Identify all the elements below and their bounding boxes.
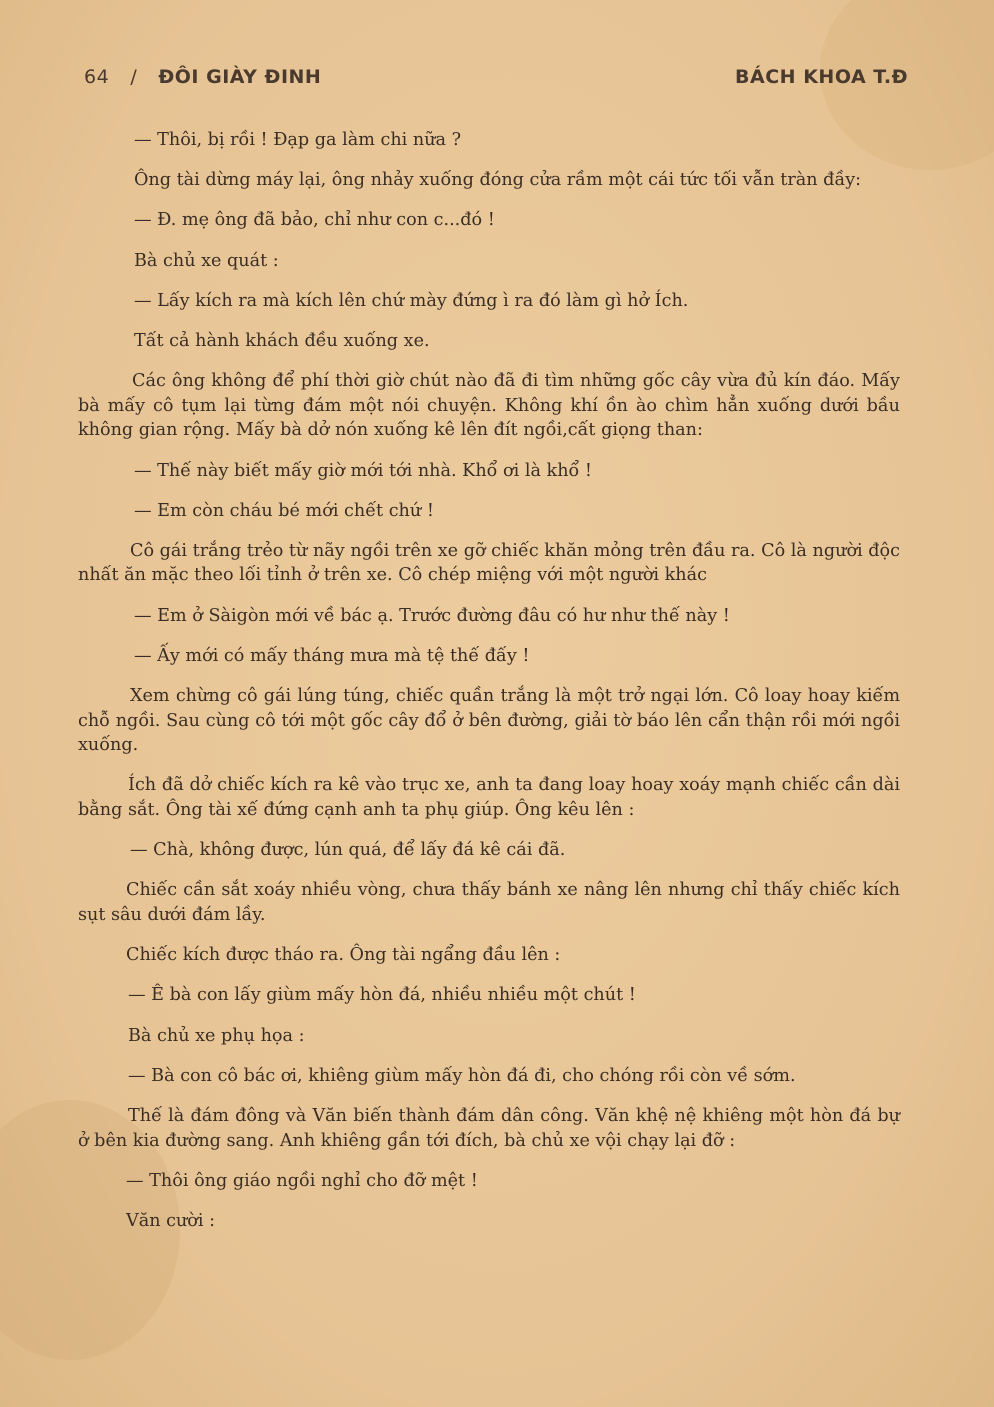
article-body (78, 128, 900, 1233)
paragraph: — Chà, không được, lún quá, để lấy đá kê cái đã. (130, 840, 566, 861)
paragraph: — Ê bà con lấy giùm mấy hòn đá, nhiều nhiều một chút ! (128, 985, 636, 1006)
page-number: 64 (84, 66, 110, 88)
story-title: ĐÔI GIÀY ĐINH (158, 66, 322, 88)
paragraph: Chiếc cần sắt xoáy nhiều vòng, chưa thấy bánh xe nâng lên nhưng chỉ thấy chiếc kích sụt sâu dưới đám lầy. (78, 880, 900, 925)
header-separator: / (130, 66, 138, 88)
header-left (84, 66, 321, 88)
paragraph: Thế là đám đông và Văn biến thành đám dân công. Văn khệ nệ khiêng một hòn đá bự ở bên kia đường sang. Anh khiêng gần tới đích, bà chủ xe vội chạy lại đỡ : (78, 1105, 900, 1151)
paragraph: — Em ở Sàigòn mới về bác ạ. Trước đường đâu có hư như thế này ! (134, 605, 730, 626)
paragraph: — Thôi ông giáo ngồi nghỉ cho đỡ mệt ! (126, 1170, 478, 1191)
paragraph: Văn cười : (126, 1210, 216, 1231)
paragraph: — Thôi, bị rồi ! Đạp ga làm chi nữa ? (134, 130, 462, 150)
paragraph: — Em còn cháu bé mới chết chứ ! (134, 500, 434, 521)
paragraph: — Ấy mới có mấy tháng mưa mà tệ thế đấy ! (134, 645, 530, 666)
paragraph: Cô gái trắng trẻo từ nãy ngồi trên xe gỡ chiếc khăn mỏng trên đầu ra. Cô là người độc nhất ăn mặc theo lối tỉnh ở trên xe. Cô chép miệng với một người khác (78, 540, 900, 586)
paragraph: Chiếc kích được tháo ra. Ông tài ngẩng đầu lên : (126, 945, 561, 966)
paragraph: — Lấy kích ra mà kích lên chứ mày đứng ì ra đó làm gì hở Ích. (134, 290, 689, 311)
paragraph: Tất cả hành khách đều xuống xe. (134, 330, 430, 351)
paragraph: Ích đã dở chiếc kích ra kê vào trục xe, anh ta đang loay hoay xoáy mạnh chiếc cần dài bằng sắt. Ông tài xế đứng cạnh anh ta phụ giúp. Ông kêu lên : (78, 775, 900, 820)
paragraph: Các ông không để phí thời giờ chút nào đã đi tìm những gốc cây vừa đủ kín đáo. Mấy bà mấy cô tụm lại từng đám một nói chuyện. Không khí ồn ào chìm hẳn xuống dưới bầu không gian rộng. Mấy bà dở nón xuống kê lên đít ngồi,cất giọng than: (78, 371, 900, 441)
paragraph: Bà chủ xe quát : (134, 250, 279, 271)
page-header (84, 66, 908, 88)
paragraph: Xem chừng cô gái lúng túng, chiếc quần trắng là một trở ngại lớn. Cô loay hoay kiếm chỗ ngồi. Sau cùng cô tới một gốc cây đổ ở bên đường, giải tờ báo lên cẩn thận rồi mới ngồi xuống. (78, 686, 900, 756)
paragraph: — Thế này biết mấy giờ mới tới nhà. Khổ ơi là khổ ! (134, 460, 592, 481)
paragraph: Ông tài dừng máy lại, ông nhảy xuống đóng cửa rầm một cái tức tối vẫn tràn đầy: (134, 170, 862, 191)
magazine-name: BÁCH KHOA T.Đ (735, 66, 908, 88)
paragraph: Bà chủ xe phụ họa : (128, 1025, 305, 1046)
paragraph: — Đ. mẹ ông đã bảo, chỉ như con c...đó ! (134, 210, 495, 231)
paragraph: — Bà con cô bác ơi, khiêng giùm mấy hòn đá đi, cho chóng rồi còn về sớm. (128, 1065, 796, 1086)
